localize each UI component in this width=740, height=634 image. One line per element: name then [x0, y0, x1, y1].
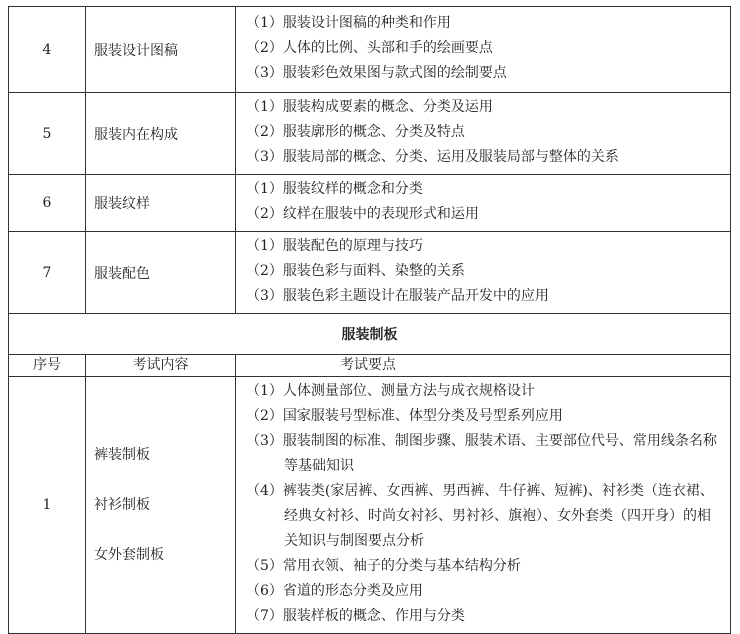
point-item: （3）服装局部的概念、分类、运用及服装局部与整体的关系 — [246, 149, 619, 165]
row-content-names — [86, 377, 236, 634]
content-name: 女外套制板 — [94, 546, 164, 563]
exam-outline-table — [8, 6, 731, 634]
row-points — [236, 93, 731, 175]
row-content-name: 服装配色 — [86, 232, 236, 314]
section-row — [9, 314, 731, 355]
point-item: （3）服装色彩主题设计在服装产品开发中的应用 — [246, 288, 549, 304]
point-item: （2）服装色彩与面料、染整的关系 — [246, 263, 465, 279]
content-name: 衬衫制板 — [94, 496, 150, 513]
header-content: 考试内容 — [86, 355, 236, 377]
point-item: （2）纹样在服装中的表现形式和运用 — [246, 206, 479, 222]
table-row — [9, 93, 731, 175]
row-points — [236, 232, 731, 314]
section-title: 服装制板 — [9, 314, 731, 355]
row-points — [236, 7, 731, 93]
point-item: （2）服装廓形的概念、分类及特点 — [246, 124, 465, 140]
row-number: 1 — [9, 377, 86, 634]
table-row — [9, 175, 731, 232]
table-row — [9, 7, 731, 93]
header-points: 考试要点 — [236, 355, 731, 377]
row-points — [236, 175, 731, 232]
row-content-name: 服装内在构成 — [86, 93, 236, 175]
point-item: （3）服装制图的标准、制图步骤、服装术语、主要部位代号、常用线条名称等基础知识 — [246, 433, 717, 474]
row-content-name: 服装设计图稿 — [86, 7, 236, 93]
point-item: （1）服装构成要素的概念、分类及运用 — [246, 99, 493, 115]
row-content-name: 服装纹样 — [86, 175, 236, 232]
header-number: 序号 — [9, 355, 86, 377]
row-points — [236, 377, 731, 634]
point-item: （2）人体的比例、头部和手的绘画要点 — [246, 40, 493, 56]
row-number: 6 — [9, 175, 86, 232]
point-item: （2）国家服装号型标准、体型分类及号型系列应用 — [246, 408, 563, 424]
row-number: 5 — [9, 93, 86, 175]
table-row — [9, 377, 731, 634]
point-item: （5）常用衣领、袖子的分类与基本结构分析 — [246, 558, 521, 574]
table-row — [9, 232, 731, 314]
point-item: （4）裤装类(家居裤、女西裤、男西裤、牛仔裤、短裤)、衬衫类（连衣裙、经典女衬衫、时尚女衬衫、男衬衫、旗袍）、女外套类（四开身）的相关知识与制图要点分析 — [246, 483, 714, 549]
row-number: 7 — [9, 232, 86, 314]
row-number: 4 — [9, 7, 86, 93]
content-name: 裤装制板 — [94, 446, 150, 463]
point-item: （1）服装配色的原理与技巧 — [246, 238, 423, 254]
header-row — [9, 355, 731, 377]
point-item: （3）服装彩色效果图与款式图的绘制要点 — [246, 65, 507, 81]
point-item: （1）服装纹样的概念和分类 — [246, 181, 423, 197]
point-item: （7）服装样板的概念、作用与分类 — [246, 608, 465, 624]
point-item: （6）省道的形态分类及应用 — [246, 583, 423, 599]
point-item: （1）服装设计图稿的种类和作用 — [246, 15, 451, 31]
point-item: （1）人体测量部位、测量方法与成衣规格设计 — [246, 383, 535, 399]
